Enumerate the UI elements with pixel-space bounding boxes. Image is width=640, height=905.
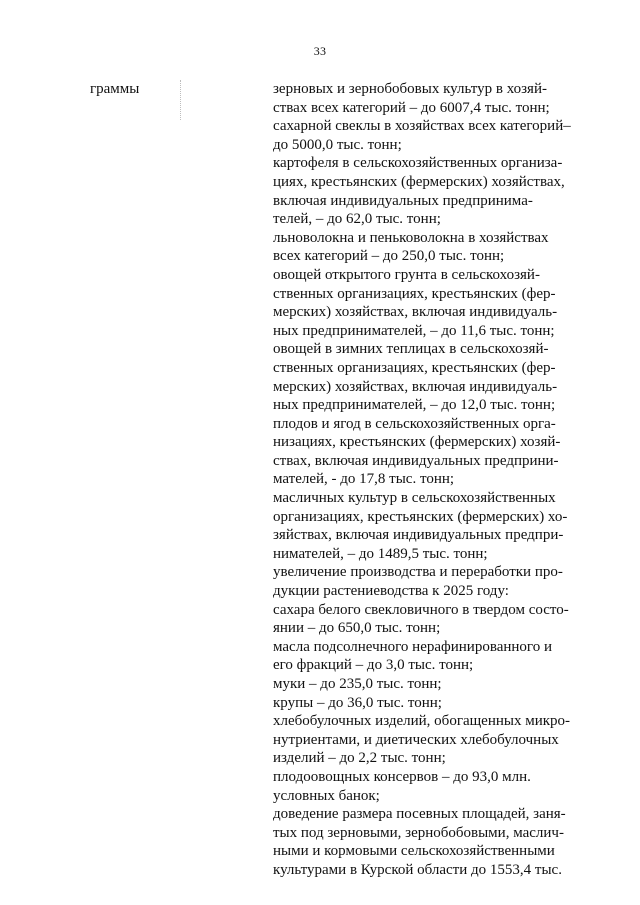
paragraph: доведение размера посевных площадей, заня- тых под зерновыми, зернобобовыми, маслич- ными и кормовыми сельскохозяйственными культурами в Курской области до 1553,4 тыс. (273, 806, 566, 878)
paragraph: сахарной свеклы в хозяйствах всех категорий– до 5000,0 тыс. тонн; (273, 118, 571, 153)
column-divider (180, 80, 181, 120)
left-column-label: граммы (90, 81, 140, 97)
paragraph: картофеля в сельскохозяйственных организа- циях, крестьянских (фермерских) хозяйствах, включая индивидуальных предпринима- телей, – до 62,0 тыс. тонн; (273, 155, 565, 228)
paragraph: плодов и ягод в сельскохозяйственных орга- низациях, крестьянских (фермерских) хозяй- ствах, включая индивидуальных предприни- мателей, - до 17,8 тыс. тонн; (273, 415, 561, 488)
paragraph: льноволокна и пеньковолокна в хозяйствах всех категорий – до 250,0 тыс. тонн; (273, 229, 549, 265)
right-column (273, 80, 579, 880)
paragraph: увеличение производства и переработки про- дукции растениеводства к 2025 году: (273, 564, 563, 600)
paragraph: хлебобулочных изделий, обогащенных микро- нутриентами, и диетических хлебобулочных изделий – до 2,2 тыс. тонн; (273, 713, 571, 767)
paragraph: крупы – до 36,0 тыс. тонн; (273, 694, 442, 711)
paragraph: плодоовощных консервов – до 93,0 млн. условных банок; (273, 768, 531, 804)
paragraph: муки – до 235,0 тыс. тонн; (273, 676, 442, 692)
paragraph: масла подсолнечного нерафинированного и его фракций – до 3,0 тыс. тонн; (273, 638, 552, 674)
page-number: 33 (313, 44, 327, 58)
paragraph: сахара белого свекловичного в твердом состо- янии – до 650,0 тыс. тонн; (273, 601, 569, 637)
paragraph: овощей в зимних теплицах в сельскохозяй- ственных организациях, крестьянских (фер- мерских) хозяйствах, включая индивидуаль- ных предпринимателей, – до 12,0 тыс. тонн; (273, 341, 558, 414)
paragraph: овощей открытого грунта в сельскохозяй- ственных организациях, крестьянских (фер- мерских) хозяйствах, включая индивидуаль- ных предпринимателей, – до 11,6 тыс. тонн; (273, 266, 558, 339)
paragraph: масличных культур в сельскохозяйственных организациях, крестьянских (фермерских) хо- зяйствах, включая индивидуальных предпри- нимателей, – до 1489,5 тыс. тонн; (273, 490, 568, 562)
paragraph: зерновых и зернобобовых культур в хозяй- ствах всех категорий – до 6007,4 тыс. тонн; (273, 81, 550, 116)
